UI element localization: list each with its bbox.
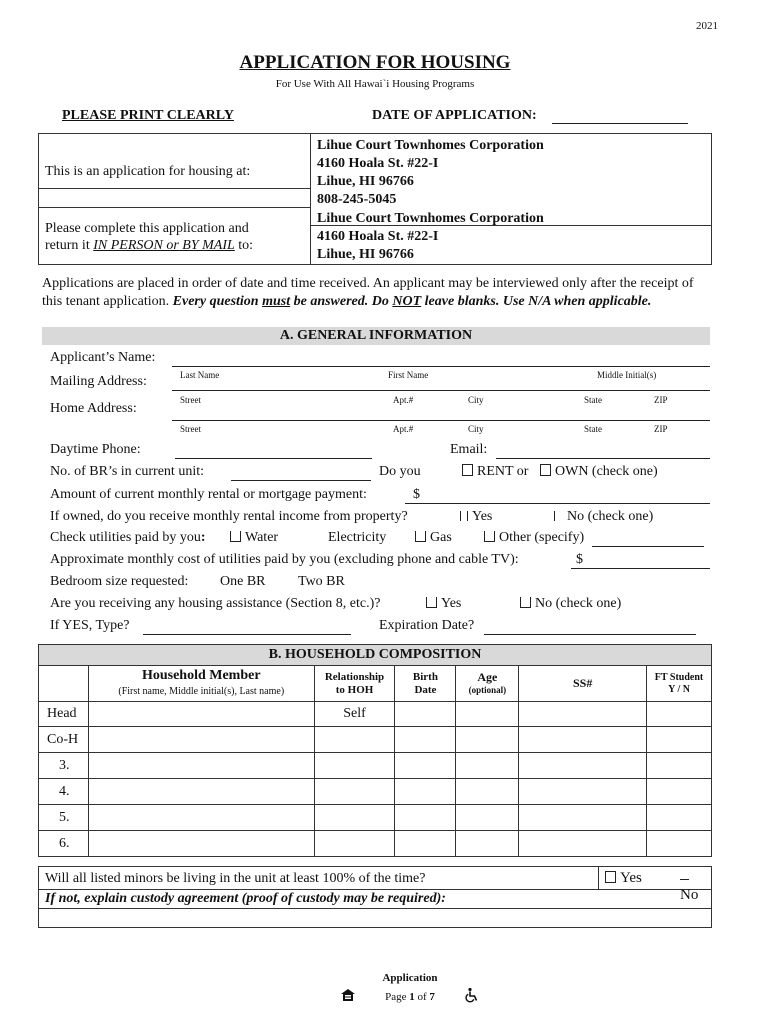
rent-checkbox[interactable] xyxy=(462,464,473,476)
ss-cell[interactable] xyxy=(519,805,647,831)
daytime-phone-label: Daytime Phone: xyxy=(50,442,141,457)
current-br-label: No. of BR’s in current unit: xyxy=(50,464,204,479)
return-address: Lihue Court Townhomes Corporation 4160 Hoala St. #22-I Lihue, HI 96766 xyxy=(317,211,544,262)
ss-cell[interactable] xyxy=(519,753,647,779)
age-cell[interactable] xyxy=(456,805,519,831)
home-address-field[interactable] xyxy=(172,420,710,421)
member-cell[interactable] xyxy=(88,753,314,779)
age-cell[interactable] xyxy=(456,831,519,857)
middle-initial-caption: Middle Initial(s) xyxy=(597,370,657,380)
other-utility-option[interactable]: Other (specify) xyxy=(484,530,584,546)
relationship-header: Relationship to HOH xyxy=(314,666,395,702)
row-label: 3. xyxy=(39,753,89,779)
housing-location-table xyxy=(38,133,712,265)
utilities-label: Check utilities paid by you: xyxy=(50,530,206,545)
mailing-address-label: Mailing Address: xyxy=(50,374,147,389)
state-caption: State xyxy=(584,395,602,405)
gas-checkbox[interactable] xyxy=(415,531,426,542)
utility-cost-label: Approximate monthly cost of utilities paid by you (excluding phone and cable TV): xyxy=(50,552,519,567)
member-cell[interactable] xyxy=(88,779,314,805)
date-of-application-field[interactable] xyxy=(552,123,688,124)
member-header: Household Member (First name, Middle initial(s), Last name) xyxy=(88,666,314,702)
age-header: Age (optional) xyxy=(456,666,519,702)
equal-housing-icon xyxy=(340,988,356,1007)
expiration-date-label: Expiration Date? xyxy=(379,618,475,633)
current-br-field[interactable] xyxy=(231,480,371,481)
last-name-caption: Last Name xyxy=(180,370,220,380)
table-row xyxy=(39,805,712,831)
bedroom-size-label: Bedroom size requested: xyxy=(50,574,189,589)
birth-date-cell[interactable] xyxy=(395,702,456,727)
ft-student-header: FT Student Y / N xyxy=(647,666,712,702)
page-title: APPLICATION FOR HOUSING xyxy=(239,52,511,73)
ft-student-cell[interactable] xyxy=(647,779,712,805)
household-header-row xyxy=(39,666,712,702)
relationship-cell[interactable] xyxy=(314,753,395,779)
relationship-cell[interactable] xyxy=(314,779,395,805)
assistance-yes-checkbox[interactable] xyxy=(426,597,437,608)
ss-cell[interactable] xyxy=(519,831,647,857)
rental-income-label: If owned, do you receive monthly rental income from property? xyxy=(50,509,408,524)
accessibility-icon xyxy=(464,987,480,1008)
rental-income-no-checkbox[interactable] xyxy=(554,511,555,521)
apply-at-address: Lihue Court Townhomes Corporation 4160 Hoala St. #22-I Lihue, HI 96766 808-245-5045 xyxy=(317,138,544,207)
apply-at-label: This is an application for housing at: xyxy=(45,164,251,179)
row-label: 4. xyxy=(39,779,89,805)
notice-text: Applications are placed in order of date and time received. An applicant may be interviewed only after the receipt of this tenant application. Every question must be answered. Do NOT leave blanks. Use N/A when applicable. xyxy=(42,276,694,309)
rental-income-no[interactable]: No (check one) xyxy=(554,509,653,525)
household-table xyxy=(38,665,712,857)
electricity-option[interactable]: Electricity xyxy=(328,530,387,545)
water-option[interactable]: Water xyxy=(230,530,278,546)
age-cell[interactable] xyxy=(456,779,519,805)
email-field[interactable] xyxy=(496,458,710,459)
applicant-name-field[interactable] xyxy=(172,366,710,367)
applicant-name-label: Applicant’s Name: xyxy=(50,350,156,365)
ss-cell[interactable] xyxy=(519,779,647,805)
street-caption: Street xyxy=(180,395,201,405)
ss-cell[interactable] xyxy=(519,702,647,727)
birth-date-cell[interactable] xyxy=(395,831,456,857)
section-a-header: A. GENERAL INFORMATION xyxy=(42,327,710,345)
relationship-cell[interactable]: Self xyxy=(314,702,395,727)
mailing-address-field[interactable] xyxy=(172,390,710,391)
zip-caption: ZIP xyxy=(654,424,668,434)
page-number: Page 1 of 7 xyxy=(385,991,435,1003)
apt-caption: Apt.# xyxy=(393,395,414,405)
assistance-yes[interactable]: Yes xyxy=(426,596,461,612)
zip-caption: ZIP xyxy=(654,395,668,405)
section-b-header: B. HOUSEHOLD COMPOSITION xyxy=(38,644,712,666)
minors-yes[interactable]: Yes xyxy=(605,870,642,887)
water-checkbox[interactable] xyxy=(230,531,241,542)
footer-label: Application xyxy=(382,972,438,984)
monthly-payment-field[interactable] xyxy=(405,503,710,504)
age-cell[interactable] xyxy=(456,727,519,753)
monthly-payment-label: Amount of current monthly rental or mortgage payment: xyxy=(50,487,367,502)
member-cell[interactable] xyxy=(88,831,314,857)
row-label: Head xyxy=(39,702,89,727)
page-subtitle: For Use With All Hawai`i Housing Programs xyxy=(275,78,475,90)
relationship-cell[interactable] xyxy=(314,805,395,831)
age-cell[interactable] xyxy=(456,753,519,779)
birth-date-cell[interactable] xyxy=(395,753,456,779)
ft-student-cell[interactable] xyxy=(647,702,712,727)
table-row xyxy=(39,753,712,779)
birth-date-cell[interactable] xyxy=(395,727,456,753)
utility-cost-field[interactable] xyxy=(571,568,710,569)
member-cell[interactable] xyxy=(88,805,314,831)
other-utility-checkbox[interactable] xyxy=(484,531,495,542)
date-of-application-label: DATE OF APPLICATION: xyxy=(372,108,537,123)
city-caption: City xyxy=(468,424,484,434)
birth-date-cell[interactable] xyxy=(395,779,456,805)
city-caption: City xyxy=(468,395,484,405)
utility-cost-dollar: $ xyxy=(576,552,583,567)
minors-question: Will all listed minors be living in the unit at least 100% of the time? xyxy=(45,871,426,886)
gas-option[interactable]: Gas xyxy=(415,530,452,546)
row-label: 5. xyxy=(39,805,89,831)
apt-caption: Apt.# xyxy=(393,424,414,434)
row-label: 6. xyxy=(39,831,89,857)
dollar-sign: $ xyxy=(413,487,420,502)
rental-income-yes[interactable]: Yes xyxy=(460,509,492,525)
assistance-no-checkbox[interactable] xyxy=(520,597,531,608)
street-caption: Street xyxy=(180,424,201,434)
minors-yes-checkbox[interactable] xyxy=(605,871,616,883)
daytime-phone-field[interactable] xyxy=(175,458,372,459)
do-you-label: Do you xyxy=(379,464,421,479)
own-option[interactable]: OWN (check one) xyxy=(540,464,658,480)
rental-income-yes-checkbox[interactable] xyxy=(460,511,468,521)
member-cell[interactable] xyxy=(88,727,314,753)
relationship-cell[interactable] xyxy=(314,831,395,857)
minors-no-checkbox[interactable] xyxy=(680,879,689,880)
home-address-label: Home Address: xyxy=(50,401,137,416)
email-label: Email: xyxy=(450,442,488,457)
return-label-2: return it IN PERSON or BY MAIL to: xyxy=(45,238,254,253)
two-br-option[interactable]: Two BR xyxy=(298,574,345,589)
state-caption: State xyxy=(584,424,602,434)
ss-cell[interactable] xyxy=(519,727,647,753)
ft-student-cell[interactable] xyxy=(647,831,712,857)
rent-option[interactable]: RENT or xyxy=(462,464,528,480)
minors-no[interactable]: No xyxy=(680,870,711,904)
expiration-date-field[interactable] xyxy=(484,634,696,635)
custody-label: If not, explain custody agreement (proof of custody may be required): xyxy=(45,891,446,906)
minors-box xyxy=(38,866,712,928)
ft-student-cell[interactable] xyxy=(647,753,712,779)
assistance-no[interactable]: No (check one) xyxy=(520,596,621,612)
table-row xyxy=(39,727,712,753)
assistance-type-field[interactable] xyxy=(143,634,351,635)
assistance-type-label: If YES, Type? xyxy=(50,618,130,633)
other-utility-field[interactable] xyxy=(592,546,704,547)
year: 2021 xyxy=(696,20,718,32)
own-checkbox[interactable] xyxy=(540,464,551,476)
ss-header: SS# xyxy=(519,666,647,702)
birth-date-header: Birth Date xyxy=(395,666,456,702)
assistance-label: Are you receiving any housing assistance (Section 8, etc.)? xyxy=(50,596,381,611)
table-row xyxy=(39,779,712,805)
print-clearly-label: PLEASE PRINT CLEARLY xyxy=(62,108,234,123)
age-cell[interactable] xyxy=(456,702,519,727)
first-name-caption: First Name xyxy=(388,370,429,380)
birth-date-cell[interactable] xyxy=(395,805,456,831)
return-label-1: Please complete this application and xyxy=(45,221,249,236)
table-row xyxy=(39,702,712,727)
table-row xyxy=(39,831,712,857)
row-label: Co-H xyxy=(39,727,89,753)
relationship-cell[interactable] xyxy=(314,727,395,753)
one-br-option[interactable]: One BR xyxy=(220,574,266,589)
ft-student-cell[interactable] xyxy=(647,805,712,831)
ft-student-cell[interactable] xyxy=(647,727,712,753)
member-cell[interactable] xyxy=(88,702,314,727)
